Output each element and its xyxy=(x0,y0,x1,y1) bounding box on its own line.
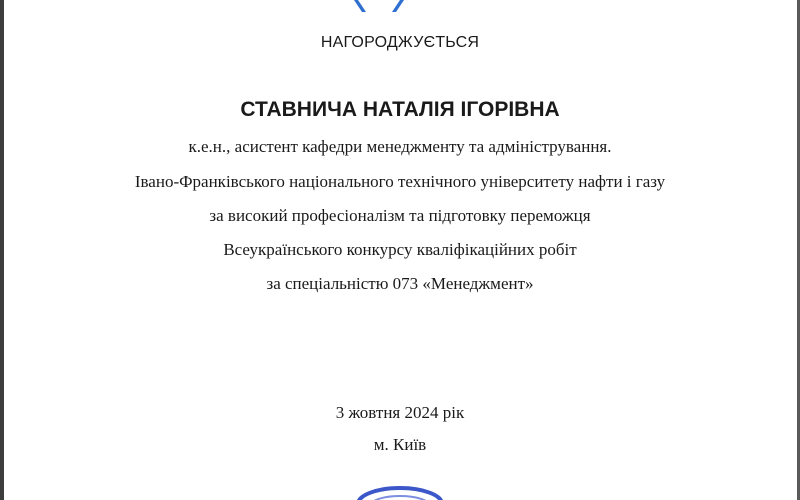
university-line: Івано-Франківського національного технічного університету нафти і газу xyxy=(134,172,666,191)
certificate-city: м. Київ xyxy=(373,435,427,454)
recipient-name: СТАВНИЧА НАТАЛІЯ ІГОРІВНА xyxy=(240,98,560,121)
contest-line: Всеукраїнського конкурсу кваліфікаційних робіт xyxy=(223,240,577,259)
seal-icon xyxy=(330,480,470,500)
awarded-label: НАГОРОДЖУЄТЬСЯ xyxy=(320,34,480,51)
reason-line: за високий професіоналізм та підготовку переможця xyxy=(209,206,591,225)
emblem-icon xyxy=(344,0,424,14)
position-line: к.е.н., асистент кафедри менеджменту та адміністрування. xyxy=(188,137,612,156)
certificate-date: 3 жовтня 2024 рік xyxy=(335,403,465,422)
specialty-line: за спеціальністю 073 «Менеджмент» xyxy=(266,274,534,293)
